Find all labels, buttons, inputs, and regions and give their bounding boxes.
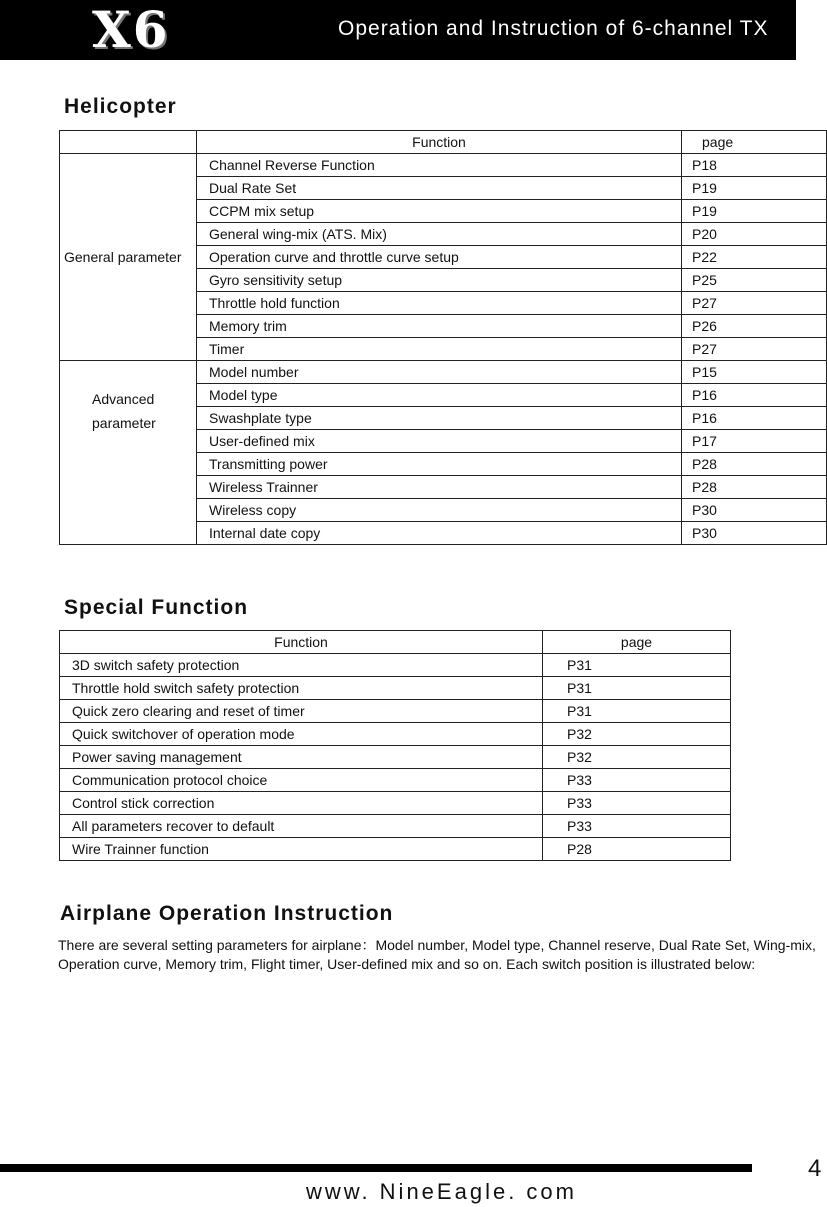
function-cell: Dual Rate Set [197,177,682,200]
page-cell: P32 [543,723,731,746]
page-cell: P31 [543,654,731,677]
page-cell: P15 [682,361,827,384]
footer-bar [0,1164,752,1172]
column-header-page: page [543,631,731,654]
table-row [60,792,731,815]
page-cell: P20 [682,223,827,246]
function-cell: Wireless Trainner [197,476,682,499]
function-cell: Transmitting power [197,453,682,476]
table-row [60,815,731,838]
table-row [60,746,731,769]
function-cell: Power saving management [60,746,543,769]
corner-cell [60,131,197,154]
page-cell: P28 [682,476,827,499]
function-cell: 3D switch safety protection [60,654,543,677]
column-header-function: Function [60,631,543,654]
page-cell: P30 [682,499,827,522]
helicopter-table-body [60,154,827,545]
table-row [60,700,731,723]
page-cell: P26 [682,315,827,338]
function-cell: Channel Reverse Function [197,154,682,177]
page-cell: P27 [682,292,827,315]
header-bar [0,0,796,60]
header-title: Operation and Instruction of 6-channel TX [338,17,769,40]
page-cell: P25 [682,269,827,292]
function-cell: Timer [197,338,682,361]
website-url: www. NineEagle. com [306,1179,577,1204]
table-row [60,154,827,177]
page-cell: P16 [682,384,827,407]
table-row [60,723,731,746]
parameter-group-cell: General parameter [60,154,197,361]
function-cell: Internal date copy [197,522,682,545]
function-cell: Throttle hold switch safety protection [60,677,543,700]
page-cell: P18 [682,154,827,177]
page-cell: P32 [543,746,731,769]
page-cell: P33 [543,792,731,815]
helicopter-table [59,130,827,545]
page-cell: P27 [682,338,827,361]
parameter-group-cell: Advanced parameter [60,361,197,545]
function-cell: Quick zero clearing and reset of timer [60,700,543,723]
page-cell: P33 [543,815,731,838]
function-cell: Throttle hold function [197,292,682,315]
table-row [60,769,731,792]
airplane-title: Airplane Operation Instruction [60,902,394,925]
table-row [60,677,731,700]
function-cell: Control stick correction [60,792,543,815]
table-header-row [60,631,731,654]
function-cell: General wing-mix (ATS. Mix) [197,223,682,246]
function-cell: Operation curve and throttle curve setup [197,246,682,269]
function-cell: Wireless copy [197,499,682,522]
page-cell: P22 [682,246,827,269]
table-row [60,654,731,677]
function-cell: Memory trim [197,315,682,338]
table-row [60,838,731,861]
function-cell: Swashplate type [197,407,682,430]
function-cell: Quick switchover of operation mode [60,723,543,746]
page-cell: P30 [682,522,827,545]
page-cell: P31 [543,700,731,723]
function-cell: Gyro sensitivity setup [197,269,682,292]
column-header-function: Function [197,131,682,154]
function-cell: Model type [197,384,682,407]
logo: X6 [92,0,170,59]
page-number: 4 [808,1155,822,1182]
page-cell: P31 [543,677,731,700]
helicopter-title: Helicopter [64,95,177,118]
airplane-description: There are several setting parameters for airplane：Model number, Model type, Channel reserve, Dual Rate Set, Wing-mix, Operation curve, Memory trim, Flight timer, User-defined mix and so on. Each switch position is illustrated below: [58,937,816,972]
page-cell: P28 [543,838,731,861]
page-cell: P33 [543,769,731,792]
page-cell: P28 [682,453,827,476]
special-function-title: Special Function [64,596,249,619]
page-cell: P17 [682,430,827,453]
function-cell: User-defined mix [197,430,682,453]
special-function-table-body [60,654,731,861]
page-cell: P16 [682,407,827,430]
special-function-table [59,630,731,861]
function-cell: Wire Trainner function [60,838,543,861]
page-cell: P19 [682,200,827,223]
page-cell: P19 [682,177,827,200]
function-cell: Communication protocol choice [60,769,543,792]
function-cell: All parameters recover to default [60,815,543,838]
function-cell: CCPM mix setup [197,200,682,223]
table-header-row [60,131,827,154]
function-cell: Model number [197,361,682,384]
table-row [60,361,827,384]
column-header-page: page [682,131,827,154]
